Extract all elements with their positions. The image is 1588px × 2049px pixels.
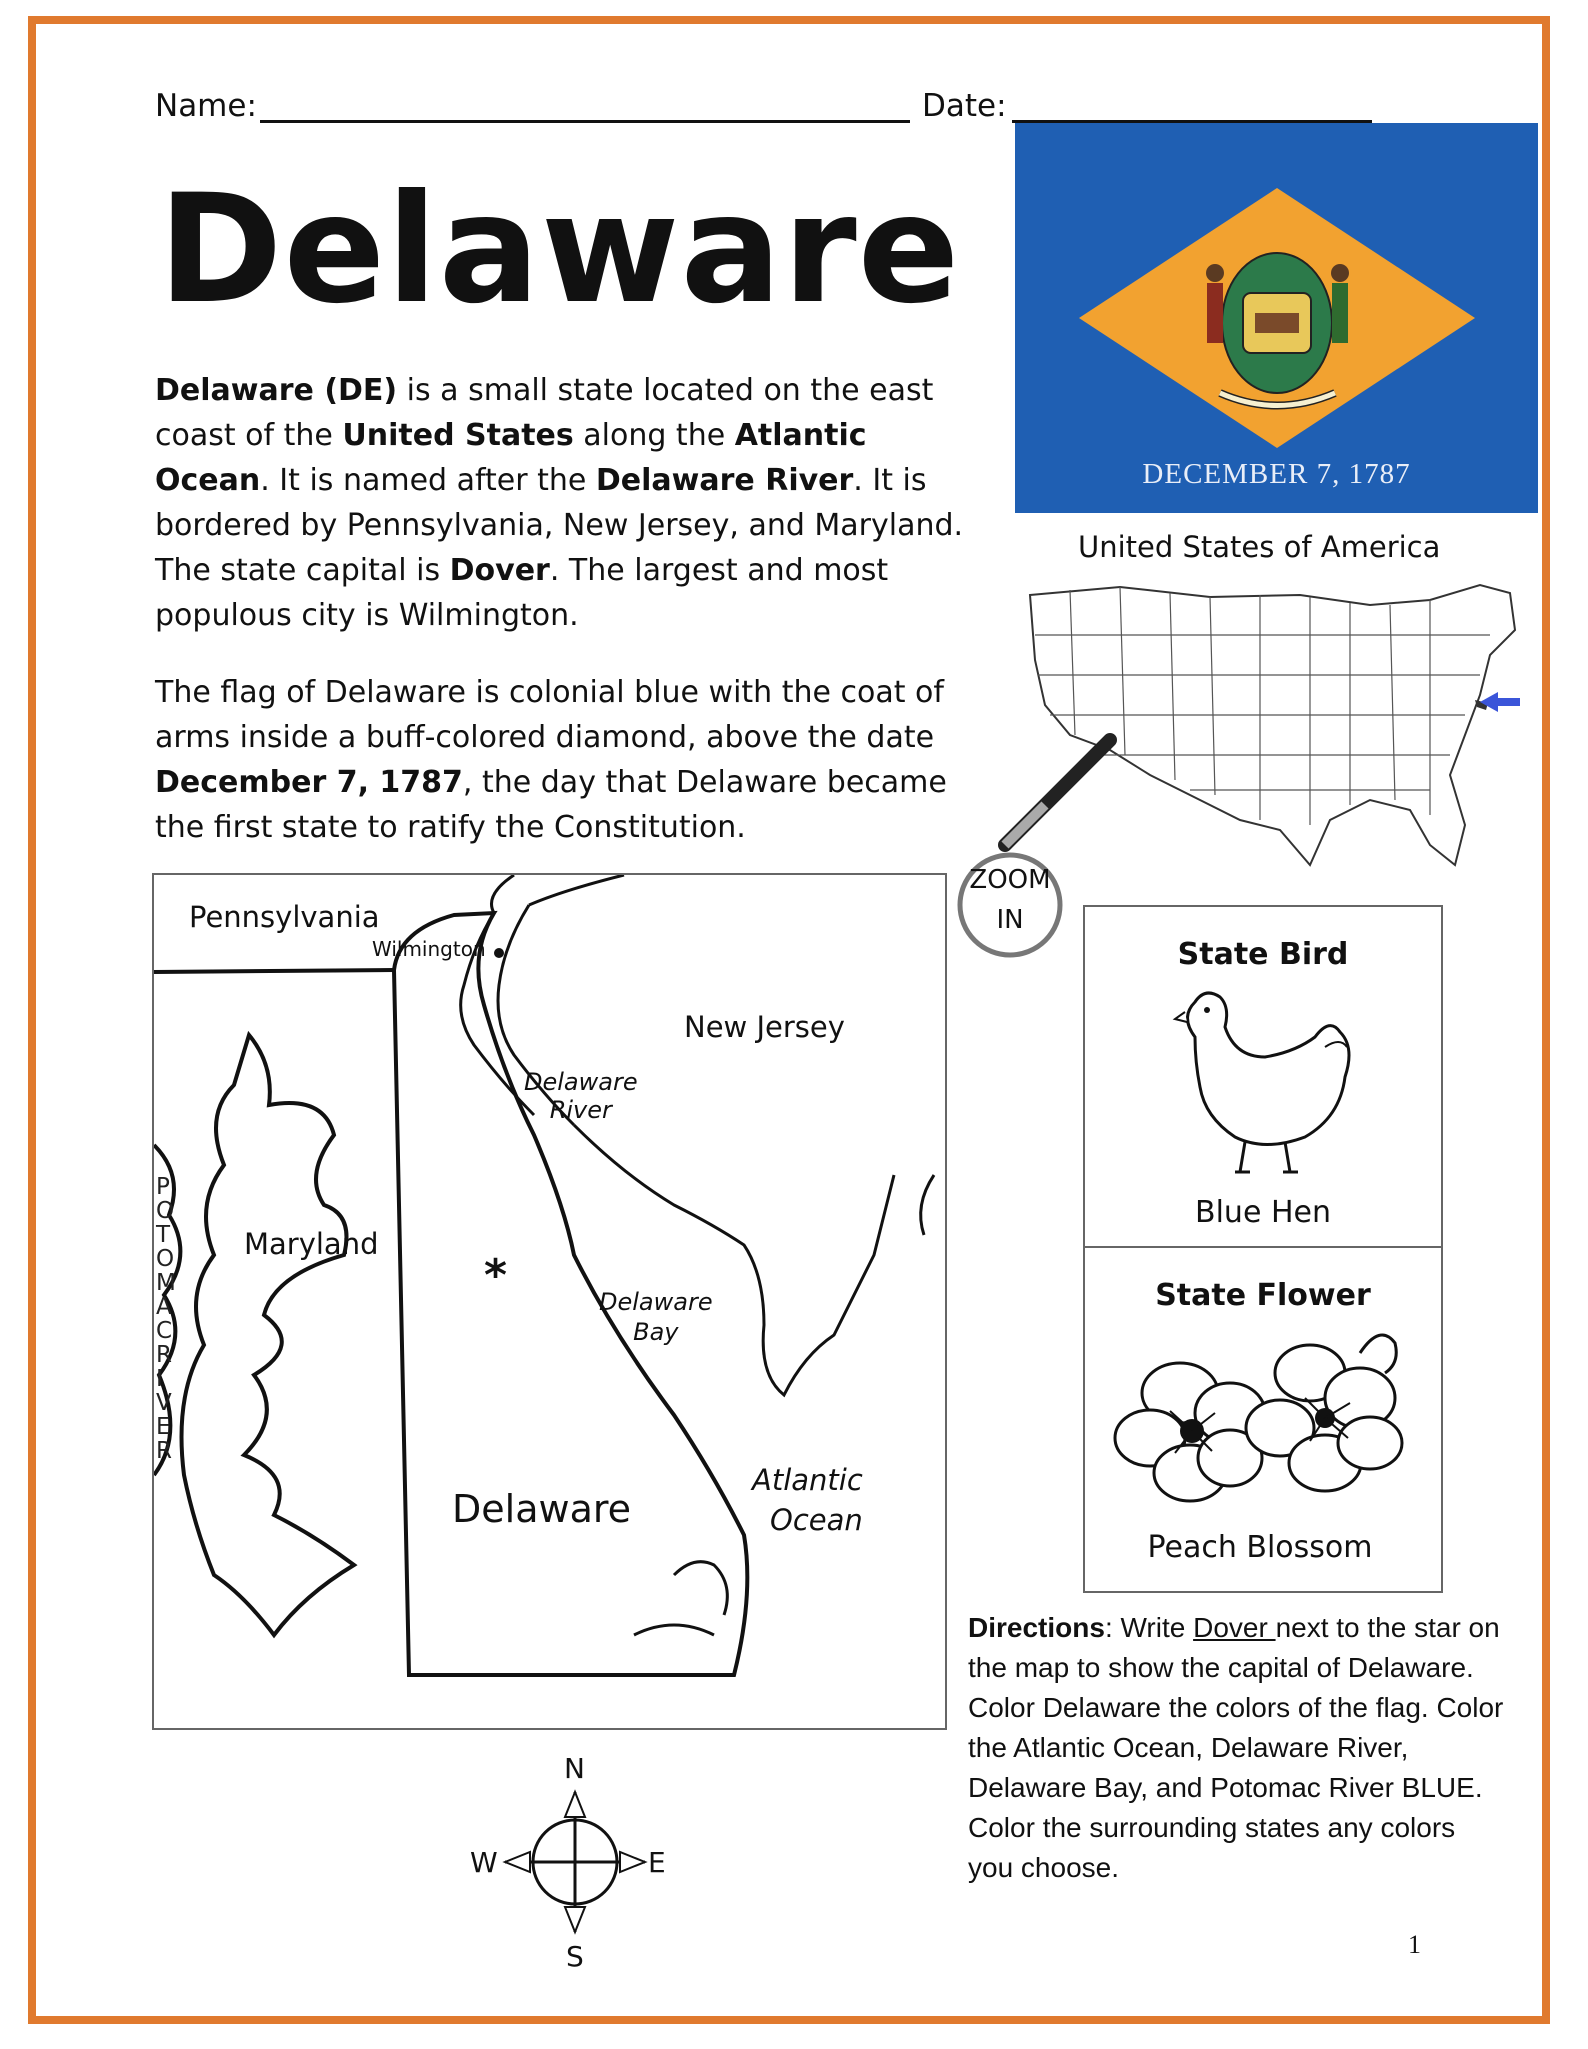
page-title: Delaware <box>158 163 961 337</box>
text-run: . The largest and most populous city is Wilmington. <box>155 553 889 633</box>
flag-diamond-icon <box>1015 123 1538 513</box>
compass-w: W <box>470 1846 498 1879</box>
flag-date: DECEMBER 7, 1787 <box>1142 458 1411 490</box>
label-delaware: Delaware <box>452 1487 632 1531</box>
text-run: . It is bordered by Pennsylvania, New Jersey, and Maryland. The state capital is <box>155 463 964 588</box>
label-new-jersey: New Jersey <box>684 1010 845 1044</box>
directions-t1: : Write <box>1104 1612 1194 1643</box>
label-pennsylvania: Pennsylvania <box>189 900 380 934</box>
name-label: Name: <box>155 88 257 124</box>
intro-paragraph <box>155 368 985 638</box>
label-delaware-river-1: Delaware <box>524 1068 638 1096</box>
label-delaware-bay-1: Delaware <box>599 1288 713 1316</box>
compass-n: N <box>564 1752 585 1785</box>
compass-icon <box>470 1752 670 1972</box>
capital-star[interactable]: * <box>484 1250 508 1301</box>
zoom-in-label <box>960 860 1060 940</box>
hen-icon <box>1165 977 1365 1187</box>
label-atlantic-1: Atlantic <box>752 1463 863 1497</box>
text-run: along the <box>573 418 735 453</box>
zoom-line-1: ZOOM <box>969 865 1051 895</box>
directions-text <box>968 1608 1508 1888</box>
text-run: . It is named after the <box>260 463 596 498</box>
directions-dover: Dover <box>1193 1612 1276 1643</box>
state-flower-box <box>1083 1246 1443 1593</box>
label-wilmington: Wilmington <box>372 937 486 961</box>
state-bird-box <box>1083 905 1443 1248</box>
bold-term: Atlantic Ocean <box>155 418 867 498</box>
label-maryland: Maryland <box>244 1227 379 1261</box>
delaware-flag <box>1015 123 1538 513</box>
name-line[interactable] <box>260 120 910 123</box>
state-bird-heading: State Bird <box>1177 937 1349 972</box>
date-label: Date: <box>922 88 1007 124</box>
label-atlantic-ocean <box>752 1460 863 1540</box>
label-delaware-bay-2: Bay <box>633 1318 679 1346</box>
directions-label: Directions <box>968 1612 1105 1643</box>
peach-blossom-icon <box>1110 1313 1420 1518</box>
map-drawing <box>154 875 945 1728</box>
flag-paragraph <box>155 670 985 850</box>
delaware-region-map <box>152 873 947 1730</box>
page-number: 1 <box>1408 1930 1421 1959</box>
directions-t2: next to the star on the map to show the capital of Delaware. Color Delaware the colors of the flag. Color the Atlantic Ocean, Delaware River, Delaware Bay, and Potomac River BLUE. Color the surrounding states any colors you choose. <box>968 1612 1504 1883</box>
state-flower-heading: State Flower <box>1155 1278 1371 1313</box>
label-delaware-bay <box>599 1287 713 1347</box>
label-atlantic-2: Ocean <box>770 1503 863 1537</box>
label-delaware-river <box>524 1068 638 1124</box>
bold-term: December 7, 1787 <box>155 765 463 800</box>
bold-term: Delaware (DE) <box>155 373 398 408</box>
compass-s: S <box>566 1940 584 1973</box>
text-run: The flag of Delaware is colonial blue with the coat of arms inside a buff-colored diamond, above the date <box>155 675 944 755</box>
text-run: , the day that Delaware became the first state to ratify the Constitution. <box>155 765 947 845</box>
state-flower-name: Peach Blossom <box>1147 1530 1373 1565</box>
label-delaware-river-2: River <box>549 1096 612 1124</box>
bold-term: Delaware River <box>595 463 854 498</box>
text-run: is a small state located on the east coast of the <box>155 373 934 453</box>
usa-map-title: United States of America <box>1078 530 1441 564</box>
zoom-line-2: IN <box>996 905 1024 935</box>
bold-term: Dover <box>449 553 550 588</box>
compass-e: E <box>648 1846 666 1879</box>
state-bird-name: Blue Hen <box>1195 1195 1331 1230</box>
bold-term: United States <box>342 418 574 453</box>
compass-rose <box>470 1752 670 1972</box>
label-potomac-river: POTOMAC RIVER <box>156 1174 176 1464</box>
